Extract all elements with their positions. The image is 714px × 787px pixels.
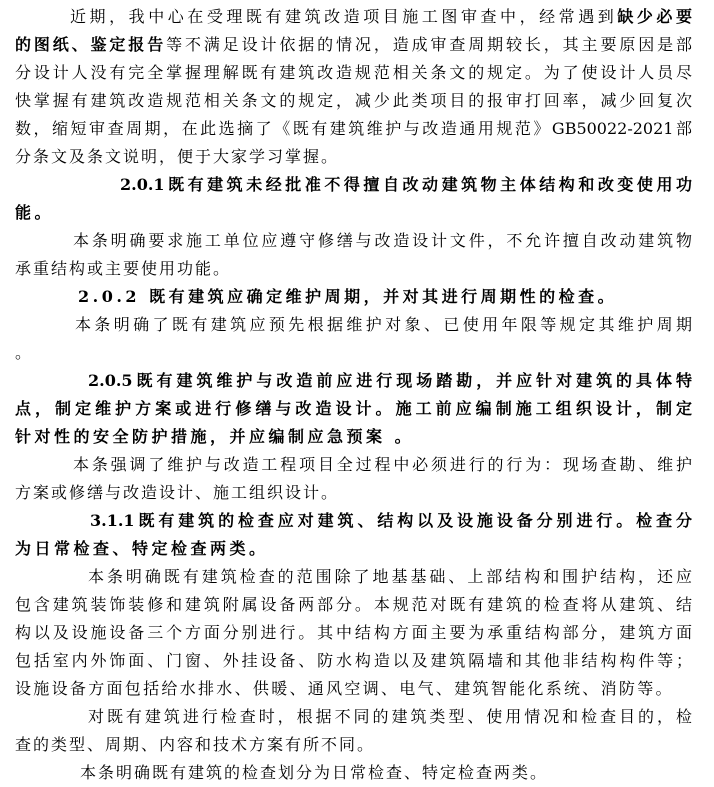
explanation-line: 本条明确了既有建筑应预先根据维护对象、已使用年限等规定其维护周期 bbox=[75, 315, 692, 334]
explanation-line: 包括室内外饰面、门窗、外挂设备、防水构造以及建筑隔墙和其他非结构构件等； bbox=[15, 651, 692, 670]
explanation-line: 。 bbox=[15, 343, 34, 362]
provision-line: 点，制定维护方案或进行修缮与改造设计。施工前应编制施工组织设计，制定 bbox=[15, 399, 692, 418]
clause-provision bbox=[15, 367, 692, 451]
intro-paragraph bbox=[15, 3, 692, 171]
provision-line: 2.0.2 既有建筑应确定维护周期，并对其进行周期性的检查。 bbox=[78, 287, 618, 306]
explanation-line: 本条明确既有建筑的检查划分为日常检查、特定检查两类。 bbox=[80, 763, 549, 782]
intro-line: 数，缩短审查周期，在此选摘了《既有建筑维护与改造通用规范》GB50022-2021部 bbox=[15, 119, 692, 138]
clause-explanation bbox=[15, 563, 692, 787]
explanation-line: 构以及设施设备三个方面分别进行。其中结构方面主要为承重结构部分，建筑方面 bbox=[15, 623, 692, 642]
intro-text: 等不满足设计依据的情况，造成审查周期较长，其主要原因是部 bbox=[166, 35, 692, 54]
provision-line: 3.1.1既有建筑的检查应对建筑、结构以及设施设备分别进行。检查分 bbox=[90, 511, 692, 530]
explanation-paragraph bbox=[15, 563, 692, 703]
intro-bold-phrase: 的图纸、鉴定报告 bbox=[15, 35, 167, 54]
explanation-line: 本条强调了维护与改造工程项目全过程中必须进行的行为：现场查勘、维护 bbox=[73, 455, 692, 474]
explanation-line: 方案或修缮与改造设计、施工组织设计。 bbox=[15, 483, 340, 502]
clause-2-0-2 bbox=[15, 283, 692, 367]
explanation-paragraph bbox=[15, 703, 692, 759]
explanation-line: 设施设备方面包括给水排水、供暖、通风空调、电气、建筑智能化系统、消防等。 bbox=[15, 679, 674, 698]
clause-explanation bbox=[15, 311, 692, 367]
clause-provision bbox=[15, 283, 692, 311]
intro-text: 近期，我中心在受理既有建筑改造项目施工图审查中，经常遇到 bbox=[70, 7, 618, 26]
explanation-line: 包含建筑装饰装修和建筑附属设备两部分。本规范对既有建筑的检查将从建筑、结 bbox=[15, 595, 692, 614]
intro-line: 分条文及条文说明，便于大家学习掌握。 bbox=[15, 147, 340, 166]
clause-provision bbox=[15, 507, 692, 563]
intro-line bbox=[15, 31, 692, 59]
explanation-line: 查的类型、周期、内容和技术方案有所不同。 bbox=[15, 735, 376, 754]
clause-explanation bbox=[15, 451, 692, 507]
intro-line bbox=[15, 3, 692, 31]
clause-provision bbox=[15, 171, 692, 227]
explanation-line: 对既有建筑进行检查时，根据不同的建筑类型、使用情况和检查目的，检 bbox=[88, 707, 692, 726]
explanation-line: 本条明确要求施工单位应遵守修缮与改造设计文件，不允许擅自改动建筑物 bbox=[73, 231, 692, 250]
clause-2-0-1 bbox=[15, 171, 692, 283]
provision-line: 为日常检查、特定检查两类。 bbox=[15, 539, 269, 558]
intro-line: 分设计人没有完全掌握理解既有建筑改造规范相关条文的规定。为了使设计人员尽 bbox=[15, 63, 692, 82]
clause-3-1-1 bbox=[15, 507, 692, 787]
explanation-line: 本条明确既有建筑检查的范围除了地基基础、上部结构和围护结构，还应 bbox=[88, 567, 692, 586]
clause-2-0-5 bbox=[15, 367, 692, 507]
provision-line: 针对性的安全防护措施，并应编制应急预案 。 bbox=[15, 427, 415, 446]
provision-line: 2.0.1既有建筑未经批准不得擅自改动建筑物主体结构和改变使用功 bbox=[120, 175, 692, 194]
provision-line: 能。 bbox=[15, 203, 55, 222]
explanation-paragraph bbox=[15, 759, 692, 787]
explanation-line: 承重结构或主要使用功能。 bbox=[15, 259, 232, 278]
clause-explanation bbox=[15, 227, 692, 283]
provision-line: 2.0.5既有建筑维护与改造前应进行现场踏勘，并应针对建筑的具体特 bbox=[88, 371, 692, 390]
intro-bold-phrase: 缺少必要 bbox=[617, 7, 692, 26]
intro-line: 快掌握有建筑改造规范相关条文的规定，减少此类项目的报审打回率，减少回复次 bbox=[15, 91, 692, 110]
